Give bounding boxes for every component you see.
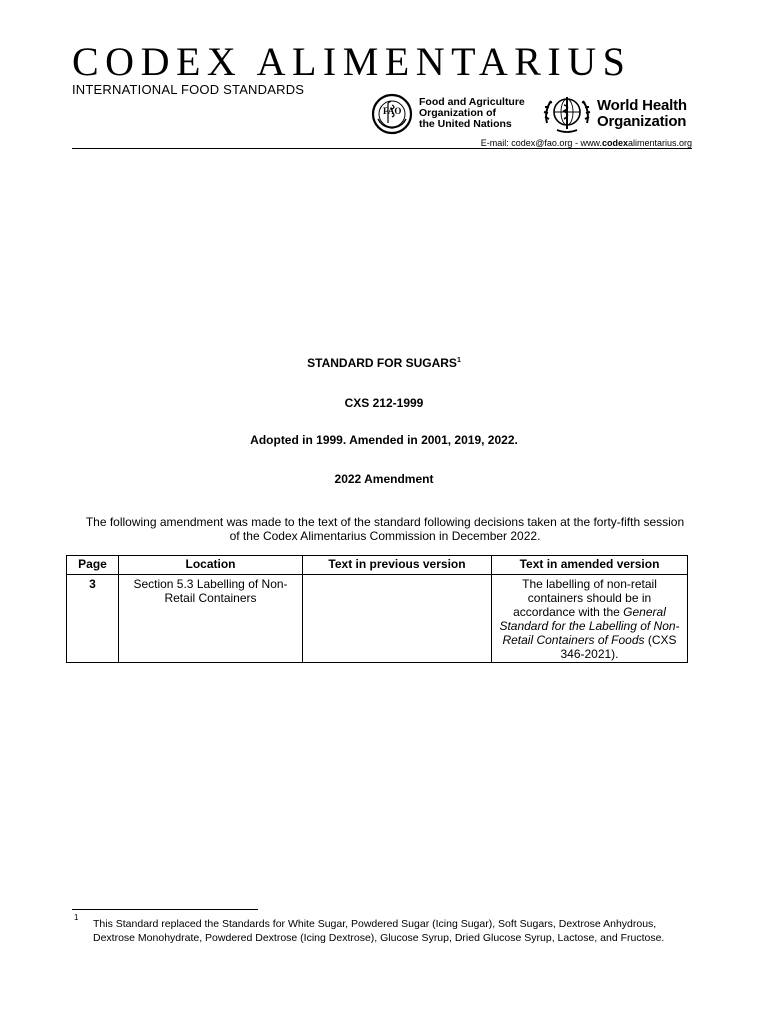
fao-logo-letters: FAO [383,106,402,116]
standard-code: CXS 212-1999 [344,396,424,410]
table-row [67,575,688,663]
cell-location: Section 5.3 Labelling of Non-Retail Containers [119,575,303,663]
header-rule [72,148,692,149]
fao-logo-icon [368,93,416,135]
header-location: Location [119,556,303,575]
standard-title: STANDARD FOR SUGARS$^1$ [307,356,461,370]
header-page: Page [67,556,119,575]
header-previous-text: Text in previous version [303,556,492,575]
footnote-ref: 1 [456,357,461,364]
fao-name: Food and Agriculture Organization of the United Nations [419,96,525,130]
who-name: World Health Organization [597,97,687,130]
header-amended-text: Text in amended version [492,556,688,575]
table-header-row [67,556,688,575]
masthead-subtitle: INTERNATIONAL FOOD STANDARDS [72,82,305,97]
amendment-intro: The following amendment was made to the text of the standard following decisions taken at the forty-fifth session of the Codex Alimentarius Commission in December 2022. [85,515,685,543]
cell-amended-text: The labelling of non-retail containers should be in accordance with the General Standard for the Labelling of Non-Retail Containers of Foods (CXS 346-2021). [492,575,688,663]
codex-masthead: CODEX ALIMENTARIUS [72,39,632,84]
footnote-rule [72,909,258,910]
footnote-text: This Standard replaced the Standards for White Sugar, Powdered Sugar (Icing Sugar), Soft Sugars, Dextrose Anhydrous, Dextrose Monohydrate, Powdered Dextrose (Icing Dextrose), Glucose Syrup, Dried Glucose Syrup, Lactose, and Fructose. [93,918,665,944]
amendment-heading: 2022 Amendment [334,472,434,486]
who-logo-icon [541,93,593,135]
footnote-mark: 1 [74,913,79,922]
cell-previous-text [303,575,492,663]
adoption-history: Adopted in 1999. Amended in 2001, 2019, 2022. [250,433,518,447]
cell-page: 3 [67,575,119,663]
contact-line: E-mail: codex@fao.org - www.codexalimentarius.org [480,138,692,148]
amendment-table [66,555,688,663]
